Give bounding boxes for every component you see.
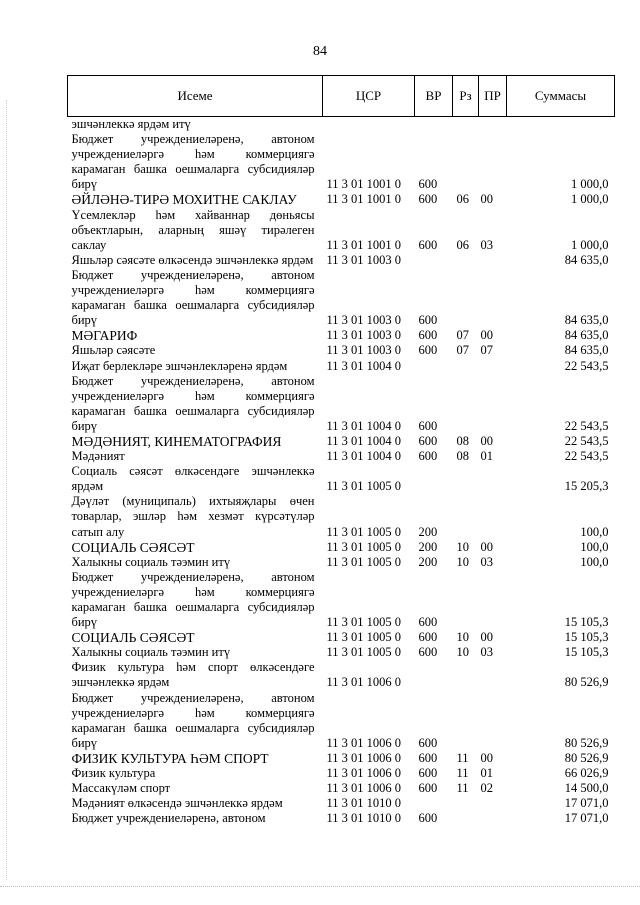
header-sum: Суммасы <box>507 76 615 117</box>
cell-sum: 84 635,0 <box>564 313 609 328</box>
cell-rz <box>453 811 479 826</box>
cell-vr <box>415 359 453 374</box>
cell-csr: 11 3 01 1006 0 <box>326 781 402 796</box>
cell-rz: 11 <box>456 750 469 765</box>
table-row <box>68 434 615 449</box>
table-header <box>68 76 615 117</box>
cell-name: Яшьләр сәясәте өлкәсендә эшчәнлеккә ярдәм <box>71 252 314 267</box>
cell-sum: 17 071,0 <box>564 811 609 826</box>
cell-pr: 00 <box>480 630 493 645</box>
cell-sum: 84 635,0 <box>564 343 609 358</box>
cell-vr <box>415 660 453 690</box>
cell-csr: 11 3 01 1006 0 <box>326 735 402 750</box>
cell-sum: 80 526,9 <box>564 675 609 690</box>
cell-pr <box>479 494 507 539</box>
table-row <box>68 494 615 539</box>
table-body <box>68 117 615 827</box>
page-number: 84 <box>313 44 327 59</box>
table-row <box>68 359 615 374</box>
cell-sum: 1 000,0 <box>571 237 609 252</box>
cell-rz: 10 <box>456 630 469 645</box>
cell-rz <box>453 117 479 133</box>
cell-pr: 01 <box>480 766 493 781</box>
cell-vr: 200 <box>418 554 438 569</box>
table-row <box>68 192 615 207</box>
cell-rz <box>453 464 479 494</box>
cell-rz <box>453 132 479 192</box>
cell-name: Социаль сәясәт өлкәсендәге эшчәнлеккә ярдәм <box>71 464 315 494</box>
cell-pr: 00 <box>480 750 493 765</box>
cell-pr <box>479 570 507 630</box>
cell-csr: 11 3 01 1004 0 <box>326 418 402 433</box>
table-row <box>68 132 615 192</box>
cell-vr <box>415 464 453 494</box>
cell-csr: 11 3 01 1006 0 <box>326 675 402 690</box>
cell-rz <box>453 374 479 434</box>
table-row <box>68 645 615 660</box>
cell-name: Үсемлекләр һәм хайваннар дөньясы объектларын, аларның яшәү тирәлеген саклау <box>71 207 315 252</box>
cell-name: СОЦИАЛЬ СӘЯСӘТ <box>71 539 195 555</box>
cell-csr: 11 3 01 1005 0 <box>326 615 402 630</box>
table-row <box>68 570 615 630</box>
table-row <box>68 630 615 645</box>
cell-name: Бюджет учреждениеләренә, автоном учреждениеләргә һәм коммерциягә карамаган башка оешмаларга субсидияләр бирү <box>71 569 315 630</box>
cell-sum: 1 000,0 <box>571 192 609 207</box>
cell-pr: 00 <box>480 433 493 448</box>
table-row <box>68 691 615 751</box>
cell-rz: 10 <box>456 539 469 554</box>
cell-csr: 11 3 01 1003 0 <box>326 313 402 328</box>
cell-sum: 100,0 <box>580 554 609 569</box>
cell-csr <box>323 117 415 133</box>
cell-vr: 600 <box>418 177 438 192</box>
cell-name: Бюджет учреждениеләренә, автоном <box>71 811 266 826</box>
cell-pr <box>479 660 507 690</box>
table-row <box>68 328 615 343</box>
header-pr: ПР <box>479 76 507 117</box>
cell-sum: 15 105,3 <box>564 630 609 645</box>
cell-pr: 03 <box>480 554 493 569</box>
cell-name: СОЦИАЛЬ СӘЯСӘТ <box>71 630 195 646</box>
cell-name: ӘЙЛӘНӘ-ТИРӘ МОХИТНЕ САКЛАУ <box>71 192 297 208</box>
scan-bottom-marks <box>0 886 640 888</box>
cell-pr: 03 <box>480 645 493 660</box>
cell-pr: 00 <box>480 328 493 343</box>
cell-rz <box>453 268 479 328</box>
budget-table <box>67 75 615 826</box>
cell-vr <box>415 117 453 133</box>
cell-csr: 11 3 01 1006 0 <box>326 766 402 781</box>
cell-name: Дәүләт (муниципаль) ихтыяҗлары өчен товарлар, эшләр һәм хезмәт күрсәтүләр сатып алу <box>71 494 315 539</box>
cell-vr: 600 <box>418 781 438 796</box>
cell-vr: 600 <box>418 313 438 328</box>
cell-vr: 200 <box>418 524 438 539</box>
cell-pr <box>479 464 507 494</box>
table-row <box>68 374 615 434</box>
cell-vr: 600 <box>418 735 438 750</box>
cell-name: Иҗат берлекләре эшчәнлекләренә ярдәм <box>71 358 288 373</box>
table-row <box>68 660 615 690</box>
cell-vr: 200 <box>418 539 438 554</box>
cell-name: МӘГАРИФ <box>71 328 138 344</box>
table-row <box>68 811 615 826</box>
table-row <box>68 540 615 555</box>
cell-sum: 22 543,5 <box>564 358 609 373</box>
cell-name: Халыкны социаль тәэмин итү <box>71 554 231 569</box>
cell-sum: 17 071,0 <box>564 796 609 811</box>
cell-name: Яшьләр сәясәте <box>71 343 156 358</box>
cell-rz: 07 <box>456 343 469 358</box>
cell-sum: 22 543,5 <box>564 433 609 448</box>
cell-rz <box>453 359 479 374</box>
cell-csr: 11 3 01 1004 0 <box>326 449 402 464</box>
cell-sum: 15 105,3 <box>564 615 609 630</box>
cell-vr: 600 <box>418 433 438 448</box>
cell-vr: 600 <box>418 418 438 433</box>
cell-rz <box>453 796 479 811</box>
cell-rz <box>453 494 479 539</box>
table-row <box>68 117 615 133</box>
cell-rz: 10 <box>456 645 469 660</box>
cell-csr: 11 3 01 1004 0 <box>326 358 402 373</box>
cell-rz: 11 <box>456 781 469 796</box>
cell-vr: 600 <box>418 750 438 765</box>
cell-csr: 11 3 01 1003 0 <box>326 343 402 358</box>
cell-vr: 600 <box>418 449 438 464</box>
cell-sum: 22 543,5 <box>564 418 609 433</box>
cell-name: Бюджет учреждениеләренә, автоном учреждениеләргә һәм коммерциягә карамаган башка оешмаларга субсидияләр бирү <box>71 267 315 328</box>
cell-rz: 06 <box>456 192 469 207</box>
cell-pr <box>479 117 507 133</box>
cell-vr: 600 <box>418 237 438 252</box>
cell-name: Массакүләм спорт <box>71 781 171 796</box>
cell-pr: 02 <box>480 781 493 796</box>
cell-vr: 600 <box>418 343 438 358</box>
cell-csr: 11 3 01 1004 0 <box>326 433 402 448</box>
table-row <box>68 253 615 268</box>
cell-sum: 15 205,3 <box>564 479 609 494</box>
cell-sum: 80 526,9 <box>564 735 609 750</box>
cell-csr: 11 3 01 1003 0 <box>326 328 402 343</box>
header-csr: ЦСР <box>323 76 415 117</box>
cell-pr <box>479 359 507 374</box>
cell-sum: 1 000,0 <box>571 177 609 192</box>
table-row <box>68 751 615 766</box>
cell-pr: 03 <box>480 237 493 252</box>
cell-name: Мәдәният өлкәсендә эшчәнлеккә ярдәм <box>71 796 283 811</box>
cell-sum: 66 026,9 <box>564 766 609 781</box>
cell-sum: 84 635,0 <box>564 328 609 343</box>
cell-name: Физик культура һәм спорт өлкәсендәге эшчәнлеккә ярдәм <box>71 660 315 690</box>
cell-name: МӘДӘНИЯТ, КИНЕМАТОГРАФИЯ <box>71 433 282 449</box>
table-row <box>68 464 615 494</box>
cell-name: ФИЗИК КУЛЬТУРА ҺӘМ СПОРТ <box>71 750 269 766</box>
cell-vr: 600 <box>418 192 438 207</box>
cell-csr: 11 3 01 1005 0 <box>326 554 402 569</box>
cell-name: Бюджет учреждениеләренә, автоном учреждениеләргә һәм коммерциягә карамаган башка оешмаларга субсидияләр бирү <box>71 132 315 192</box>
cell-rz: 08 <box>456 449 469 464</box>
table-row <box>68 796 615 811</box>
cell-vr <box>415 796 453 811</box>
cell-csr: 11 3 01 1001 0 <box>326 177 402 192</box>
cell-csr: 11 3 01 1006 0 <box>326 750 402 765</box>
cell-vr: 600 <box>418 811 438 826</box>
cell-rz: 06 <box>456 237 469 252</box>
cell-name: Мәдәният <box>71 449 125 464</box>
header-name: Исеме <box>68 76 323 117</box>
cell-rz <box>453 691 479 751</box>
table-row <box>68 268 615 328</box>
cell-csr: 11 3 01 1001 0 <box>326 192 402 207</box>
scan-margin-marks <box>6 100 8 880</box>
cell-pr <box>479 796 507 811</box>
header-rz: Рз <box>453 76 479 117</box>
cell-rz: 10 <box>456 554 469 569</box>
cell-pr <box>479 811 507 826</box>
cell-name: Физик культура <box>71 766 156 781</box>
cell-name: эшчәнлеккә ярдәм итү <box>71 117 191 131</box>
cell-sum: 22 543,5 <box>564 449 609 464</box>
cell-csr: 11 3 01 1005 0 <box>326 479 402 494</box>
cell-sum: 80 526,9 <box>564 750 609 765</box>
cell-pr: 07 <box>480 343 493 358</box>
cell-pr <box>479 374 507 434</box>
cell-rz <box>453 253 479 268</box>
cell-sum: 15 105,3 <box>564 645 609 660</box>
header-vr: ВР <box>415 76 453 117</box>
cell-vr <box>415 253 453 268</box>
cell-pr: 01 <box>480 449 493 464</box>
cell-sum: 84 635,0 <box>564 252 609 267</box>
cell-sum: 14 500,0 <box>564 781 609 796</box>
cell-sum <box>507 117 615 133</box>
cell-sum: 100,0 <box>580 524 609 539</box>
cell-csr: 11 3 01 1010 0 <box>326 811 402 826</box>
cell-pr: 00 <box>480 539 493 554</box>
cell-rz: 08 <box>456 433 469 448</box>
table-row <box>68 766 615 781</box>
table-row <box>68 343 615 358</box>
cell-rz: 07 <box>456 328 469 343</box>
cell-vr: 600 <box>418 766 438 781</box>
cell-vr: 600 <box>418 645 438 660</box>
cell-csr: 11 3 01 1003 0 <box>326 252 402 267</box>
cell-name: Бюджет учреждениеләренә, автоном учреждениеләргә һәм коммерциягә карамаган башка оешмаларга субсидияләр бирү <box>71 373 315 433</box>
cell-rz <box>453 660 479 690</box>
cell-csr: 11 3 01 1005 0 <box>326 539 402 554</box>
cell-name: Халыкны социаль тәэмин итү <box>71 645 231 660</box>
table-row <box>68 555 615 570</box>
cell-csr: 11 3 01 1001 0 <box>326 237 402 252</box>
cell-sum: 100,0 <box>580 539 609 554</box>
cell-rz <box>453 570 479 630</box>
cell-pr <box>479 691 507 751</box>
cell-rz: 11 <box>456 766 469 781</box>
cell-vr: 600 <box>418 328 438 343</box>
table-row <box>68 208 615 253</box>
table-row <box>68 781 615 796</box>
cell-pr <box>479 253 507 268</box>
table-row <box>68 449 615 464</box>
cell-vr: 600 <box>418 615 438 630</box>
cell-pr <box>479 268 507 328</box>
cell-name: Бюджет учреждениеләренә, автоном учреждениеләргә һәм коммерциягә карамаган башка оешмаларга субсидияләр бирү <box>71 690 315 750</box>
cell-csr: 11 3 01 1005 0 <box>326 645 402 660</box>
cell-pr: 00 <box>480 192 493 207</box>
cell-csr: 11 3 01 1005 0 <box>326 630 402 645</box>
cell-csr: 11 3 01 1005 0 <box>326 524 402 539</box>
cell-pr <box>479 132 507 192</box>
cell-csr: 11 3 01 1010 0 <box>326 796 402 811</box>
cell-vr: 600 <box>418 630 438 645</box>
